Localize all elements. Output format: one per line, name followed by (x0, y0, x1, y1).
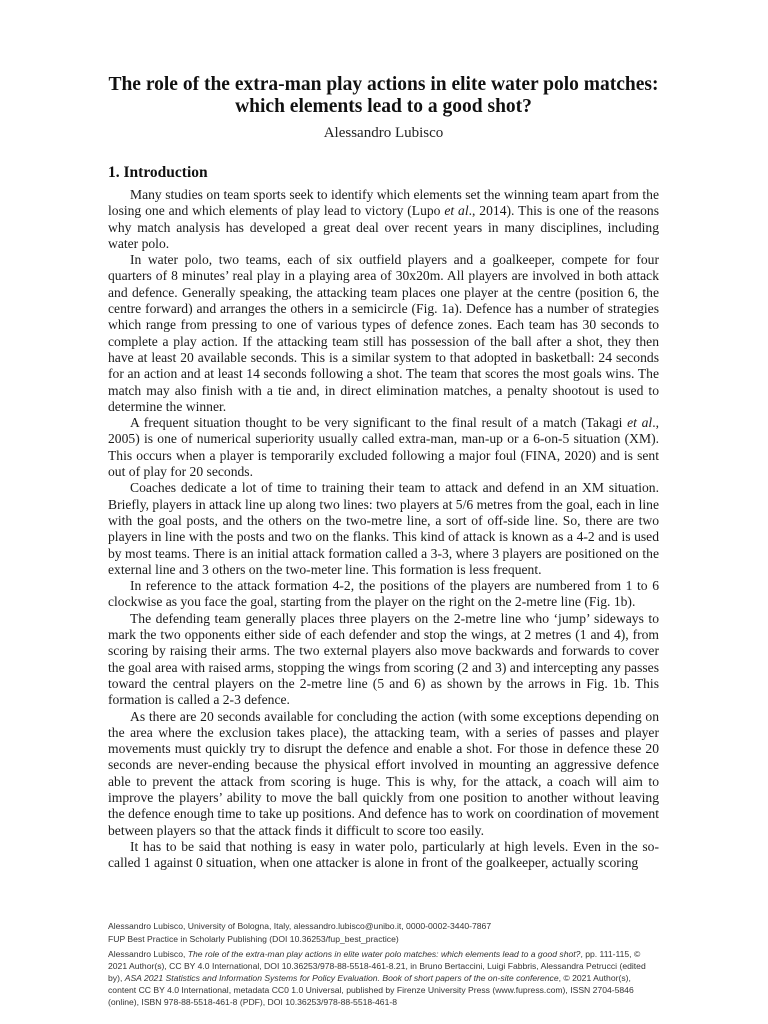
citation-et-al: et al (444, 203, 469, 219)
citation-details: , pp. 111-115, © 2021 Author(s), CC BY 4.0 International, DOI 10.36253/978-88-5518-461-8.21, in Bruno Bertaccini, Luigi Fabbris, Alessandra Petrucci (edited by), (108, 949, 646, 984)
citation-publisher: , © 2021 Author(s), content CC BY 4.0 International, metadata CC0 1.0 Universal, published by Firenze University Press (www.fupress.com), ISSN 2704-5846 (online), ISBN 978-88-5518-461-8 (PDF), DOI 10.36253/978-88-5518-461-8 (108, 973, 634, 1008)
paragraph-text: A frequent situation thought to be very significant to the final result of a match (Takagi (130, 415, 628, 431)
page-footer (108, 920, 659, 1008)
paragraph-text: ., 2005) is one of numerical superiority usually called extra-man, man-up or a 6-on-5 situation (XM). This occurs when a player is temporarily excluded following a major foul (FINA, 2020) and is sent out of play for 20 seconds. (108, 415, 659, 480)
paragraph: As there are 20 seconds available for concluding the action (with some exceptions depending on the area where the exclusion takes place), the attacking team, with a series of passes and player movements must quickly try to disrupt the defence and enable a shot. For those in defence these 20 seconds are never-ending because the physical effort involved in mounting an aggressive defence able to prevent the attack from scoring is huge. This is why, for the attack, a coach will aim to improve the players’ ability to move the ball quickly from one position to another without leaving the defence enough time to take up positions. And defence has to work on coordination of movement between players so that the attack finds it difficult to score too easily. (108, 708, 659, 838)
paragraph: The defending team generally places three players on the 2-metre line who ‘jump’ sideways to mark the two opponents either side of each defender and stop the wings, at 2 metres (1 and 4), from scoring by raising their arms. The two external players also move backwards and forwards to cover the goal area with raised arms, stopping the wings from scoring (2 and 3) and intercepting any passes toward the central players on the 2-metre line (5 and 6) as shown by the arrows in Fig. 1b. This formation is called a 2-3 defence. (108, 610, 659, 708)
section-heading-introduction: 1. Introduction (108, 164, 208, 181)
paragraph-text: ., 2014). This is one of the reasons why match analysis has developed a great deal over recent years in many disciplines, including water polo. (108, 203, 659, 251)
paragraph: In water polo, two teams, each of six outfield players and a goalkeeper, compete for four quarters of 8 minutes’ real play in a playing area of 30x20m. All players are involved in both attack and defence. Generally speaking, the attacking team places one player at the centre (position 6, the centre forward) and arranges the others in a semicircle (Fig. 1a). Defence has a number of strategies which range from pressing to one of various types of defence zones. Each team has 30 seconds to complete a play action. If the attacking team still has possession of the ball after a shot, they then have at least 20 available seconds. This is a similar system to that adopted in basketball: 24 seconds for an action and at least 14 seconds following a shot. The team that scores the most goals wins. The match may also finish with a tie and, in direct elimination matches, a penalty shootout is used to determine the winner. (108, 252, 659, 414)
paragraph: In reference to the attack formation 4-2, the positions of the players are numbered from 1 to 6 clockwise as you face the goal, starting from the player on the right on the 2-metre line (Fig. 1b). (108, 578, 659, 610)
citation-author: Alessandro Lubisco, (108, 949, 188, 960)
citation-title: The role of the extra-man play actions in elite water polo matches: which elements lead to a good shot? (187, 949, 581, 960)
paragraph: Coaches dedicate a lot of time to training their team to attack and defend in an XM situation. Briefly, players in attack line up along two lines: two players at 5/6 metres from the goal, each in line with the goal posts, and the others on the two-metre line, a sort of off-side line. So, there are two players in line with the posts and two on the flanks. This kind of attack is known as a 4-2 and is used by most teams. There is an initial attack formation called a 3-3, where 3 players are positioned on the external line and 3 others on the two-meter line. This formation is less frequent. (108, 480, 659, 577)
citation-et-al: et al (627, 415, 653, 431)
paper-title: The role of the extra-man play actions in elite water polo matches: which elements lead to a good shot? (108, 74, 659, 117)
series-note: FUP Best Practice in Scholarly Publishing (DOI 10.36253/fup_best_practice) (108, 933, 399, 944)
paper-author: Alessandro Lubisco (323, 125, 444, 141)
paragraph (108, 415, 659, 480)
paragraph-text: Many studies on team sports seek to identify which elements set the winning team apart from the losing one and which elements of play lead to victory (Lupo (108, 187, 659, 219)
citation-note (108, 948, 659, 1008)
author-affiliation: Alessandro Lubisco, University of Bologna, Italy, alessandro.lubisco@unibo.it, 0000-0002-3440-7867 (108, 921, 492, 931)
citation-book-title: ASA 2021 Statistics and Information Systems for Policy Evaluation. Book of short papers of the on-site conference (124, 973, 559, 984)
paragraph: It has to be said that nothing is easy in water polo, particularly at high levels. Even in the so-called 1 against 0 situation, when one attacker is alone in front of the goalkeeper, actually scoring (108, 838, 659, 871)
paper-page (108, 74, 659, 871)
paragraph (108, 187, 659, 252)
